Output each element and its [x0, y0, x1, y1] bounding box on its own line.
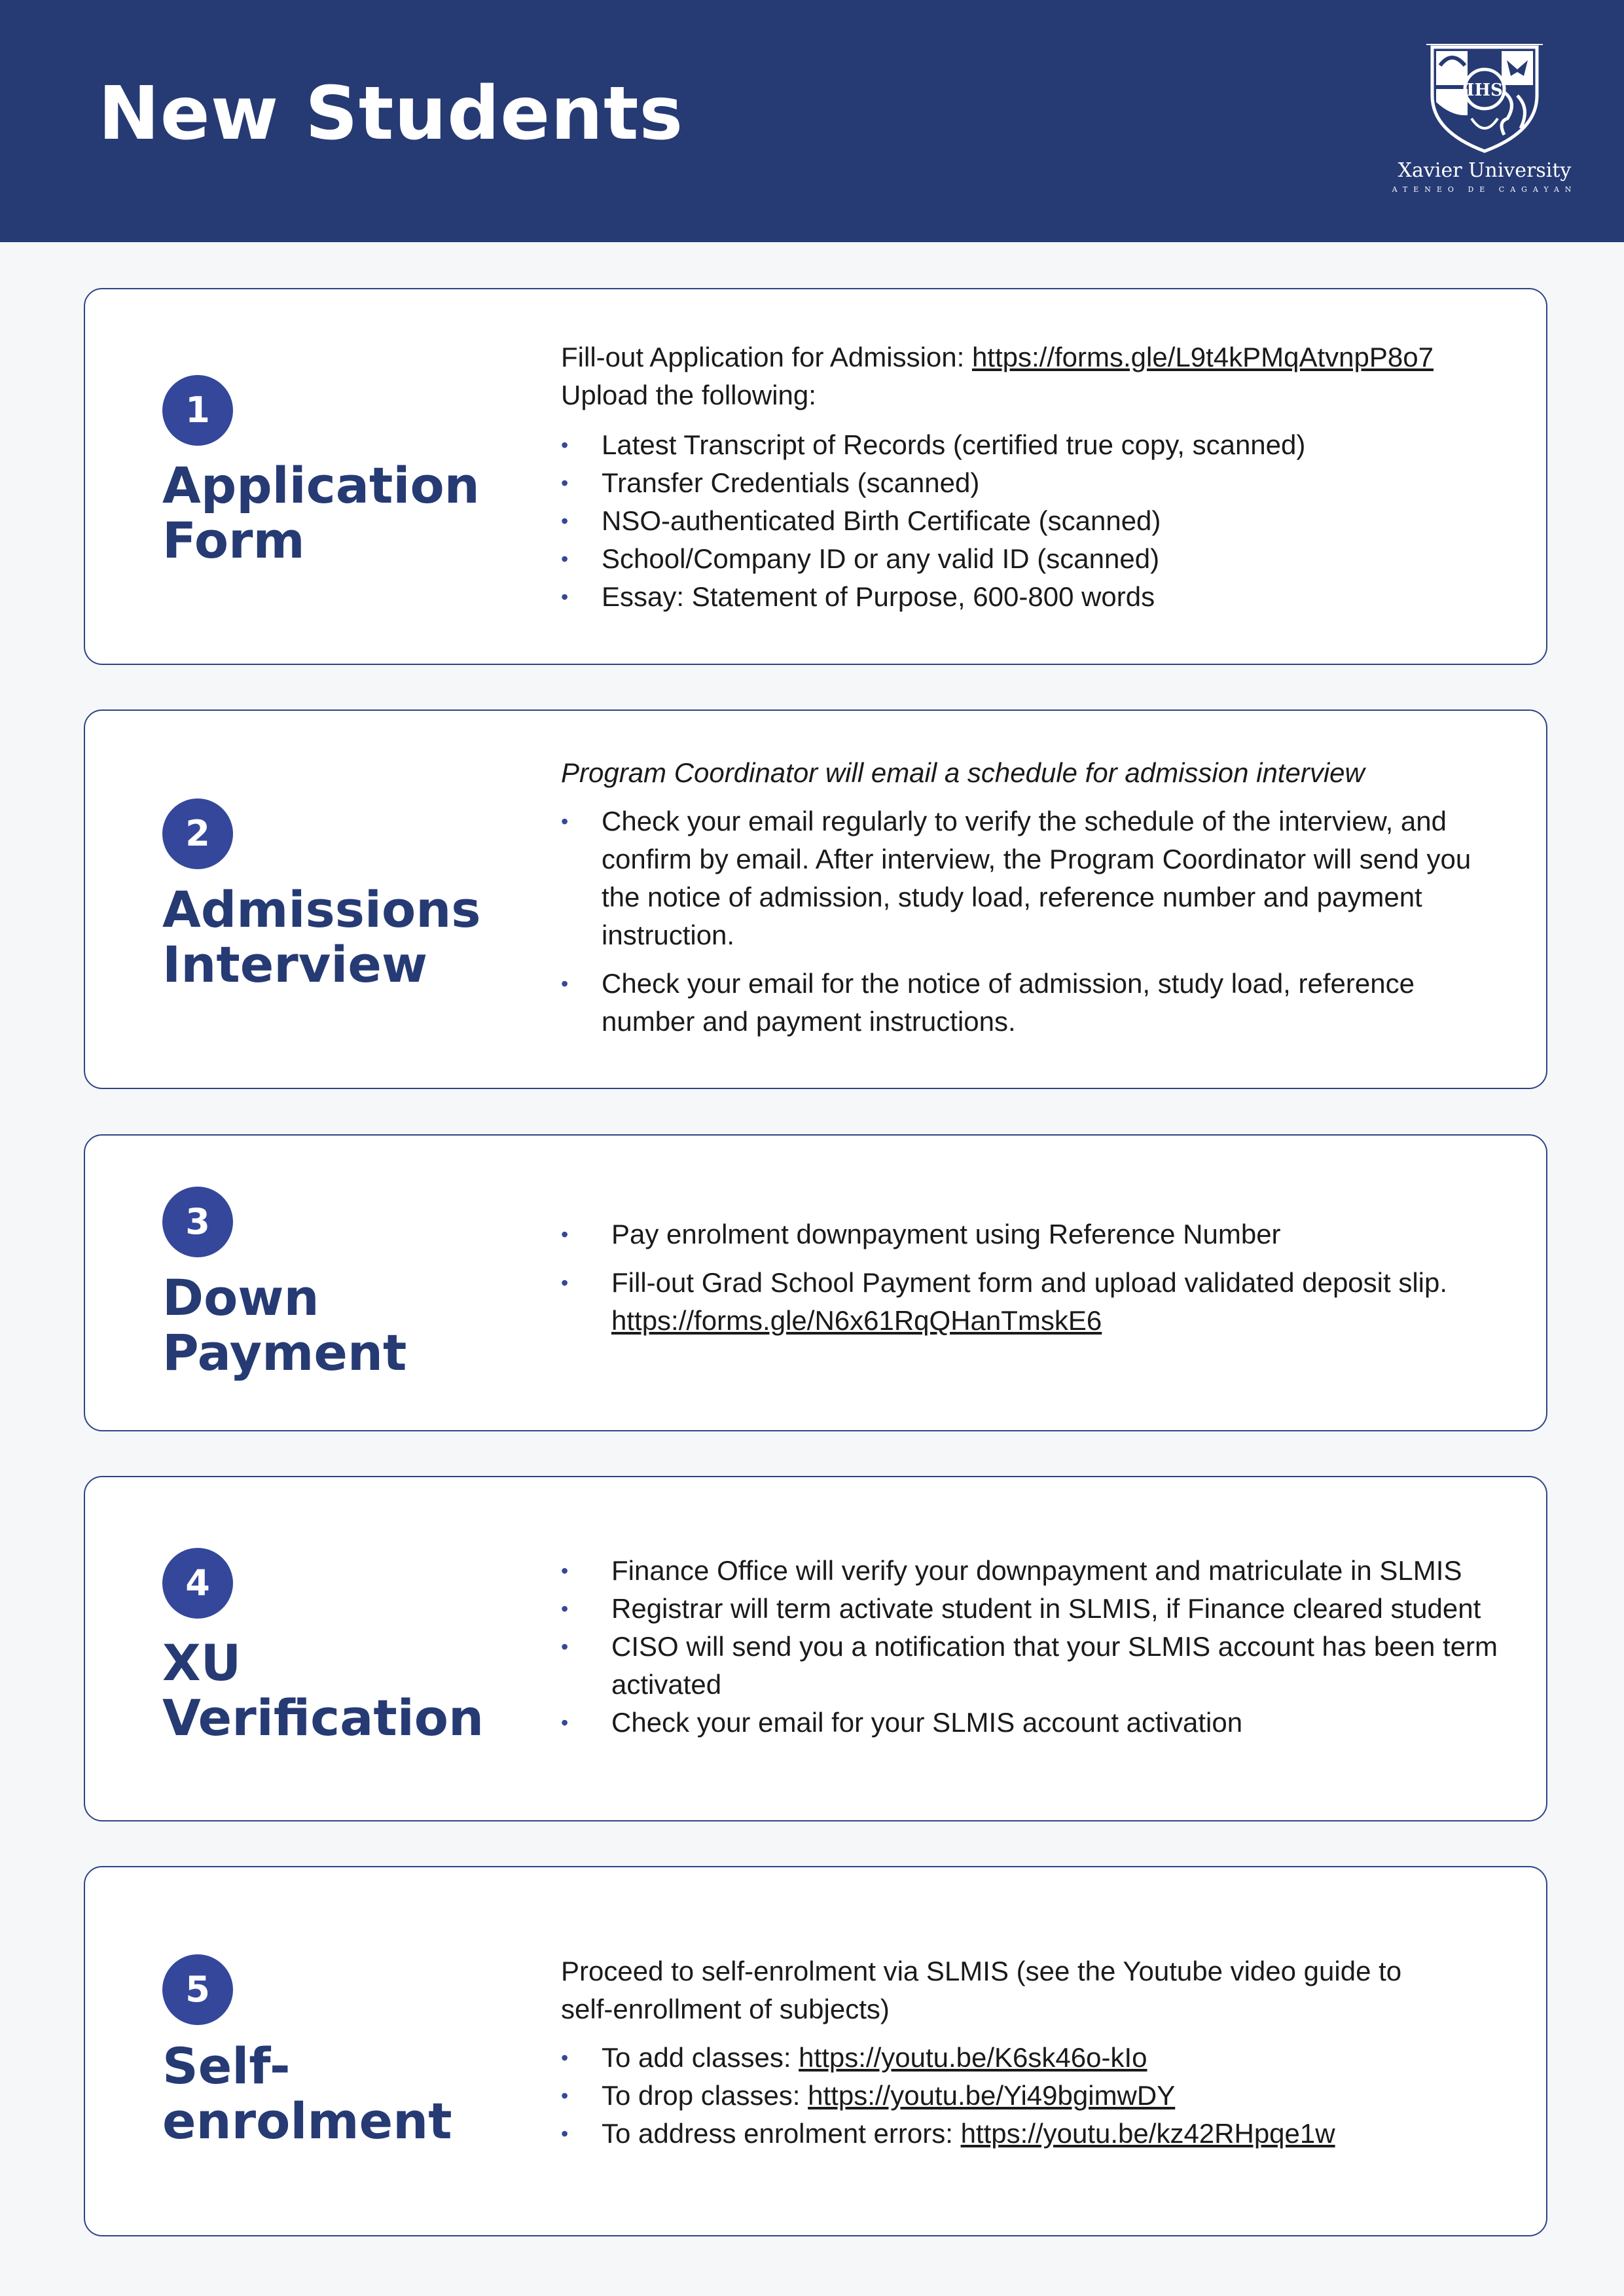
step-title: XU Verification — [162, 1634, 484, 1747]
step-title: Self- enrolment — [162, 2037, 452, 2150]
step-content — [561, 754, 1490, 1041]
requirements-list — [561, 426, 1530, 616]
step-title: Down Payment — [162, 1268, 407, 1382]
step-intro: Program Coordinator will email a schedule for admission interview — [561, 757, 1365, 788]
step-number: 5 — [162, 1954, 233, 2025]
step-card-xu-verification — [84, 1476, 1547, 1821]
application-form-link[interactable]: https://forms.gle/L9t4kPMqAtvnpP8o7 — [971, 342, 1434, 372]
list-item: • Check your email for your SLMIS account activation — [561, 1704, 1530, 1742]
add-classes-link[interactable]: https://youtu.be/K6sk46o-kIo — [799, 2042, 1147, 2073]
drop-classes-link[interactable]: https://youtu.be/Yi49bgimwDY — [808, 2080, 1176, 2111]
svg-text:IHS: IHS — [1466, 81, 1503, 100]
list-item: • Check your email for the notice of admission, study load, reference number and payment instructions. — [561, 965, 1490, 1041]
step-content — [561, 1552, 1530, 1742]
payment-list — [561, 1215, 1530, 1340]
list-item: • Essay: Statement of Purpose, 600-800 words — [561, 578, 1530, 616]
list-item: • Transfer Credentials (scanned) — [561, 464, 1530, 502]
list-item: • Registrar will term activate student in SLMIS, if Finance cleared student — [561, 1590, 1530, 1628]
enrolment-errors-link[interactable]: https://youtu.be/kz42RHpqe1w — [960, 2118, 1335, 2149]
step-intro: Fill-out Application for Admission: https://forms.gle/L9t4kPMqAtvnpP8o7 — [561, 342, 1434, 372]
step-number: 3 — [162, 1187, 233, 1257]
list-item: • Check your email regularly to verify the schedule of the interview, and confirm by email. After interview, the Program Coordinator will send you the notice of admission, study load, reference number and payment instruction. — [561, 802, 1490, 954]
list-item: • To address enrolment errors: https://youtu.be/kz42RHpqe1w — [561, 2115, 1432, 2153]
list-item: • To drop classes: https://youtu.be/Yi49bgimwDY — [561, 2077, 1432, 2115]
page-title: New Students — [98, 71, 684, 156]
university-seal-icon — [1426, 43, 1543, 154]
step-title: Application Form — [162, 456, 480, 569]
list-item: • Fill-out Grad School Payment form and upload validated deposit slip. https://forms.gle/N6x61RqQHanTmskE6 — [561, 1264, 1530, 1340]
step-number: 4 — [162, 1548, 233, 1619]
step-number: 1 — [162, 375, 233, 446]
list-item: • CISO will send you a notification that your SLMIS account has been term activated — [561, 1628, 1530, 1704]
step-content — [561, 1952, 1432, 2153]
enrolment-links-list — [561, 2039, 1432, 2153]
verification-list — [561, 1552, 1530, 1742]
step-card-self-enrolment — [84, 1866, 1547, 2236]
interview-list — [561, 802, 1490, 1041]
page-header — [0, 0, 1624, 242]
payment-form-link[interactable]: https://forms.gle/N6x61RqQHanTmskE6 — [611, 1305, 1102, 1336]
step-number: 2 — [162, 798, 233, 869]
logo-subtitle: ATENEO DE CAGAYAN — [1392, 185, 1578, 194]
step-card-admissions-interview — [84, 709, 1547, 1089]
list-item: • Finance Office will verify your downpayment and matriculate in SLMIS — [561, 1552, 1530, 1590]
list-item: • NSO-authenticated Birth Certificate (scanned) — [561, 502, 1530, 540]
step-intro: Proceed to self-enrolment via SLMIS (see the Youtube video guide to self-enrollment of subjects) — [561, 1956, 1402, 2024]
list-item: • Pay enrolment downpayment using Reference Number — [561, 1215, 1530, 1253]
step-content — [561, 1215, 1530, 1340]
list-item: • To add classes: https://youtu.be/K6sk46o-kIo — [561, 2039, 1432, 2077]
step-intro-2: Upload the following: — [561, 380, 816, 410]
step-card-down-payment — [84, 1134, 1547, 1431]
step-title: Admissions Interview — [162, 880, 481, 994]
list-item: • School/Company ID or any valid ID (scanned) — [561, 540, 1530, 578]
list-item: • Latest Transcript of Records (certified true copy, scanned) — [561, 426, 1530, 464]
logo-name: Xavier University — [1398, 159, 1572, 182]
university-logo — [1386, 43, 1583, 200]
step-content — [561, 338, 1530, 616]
step-card-application-form — [84, 288, 1547, 665]
